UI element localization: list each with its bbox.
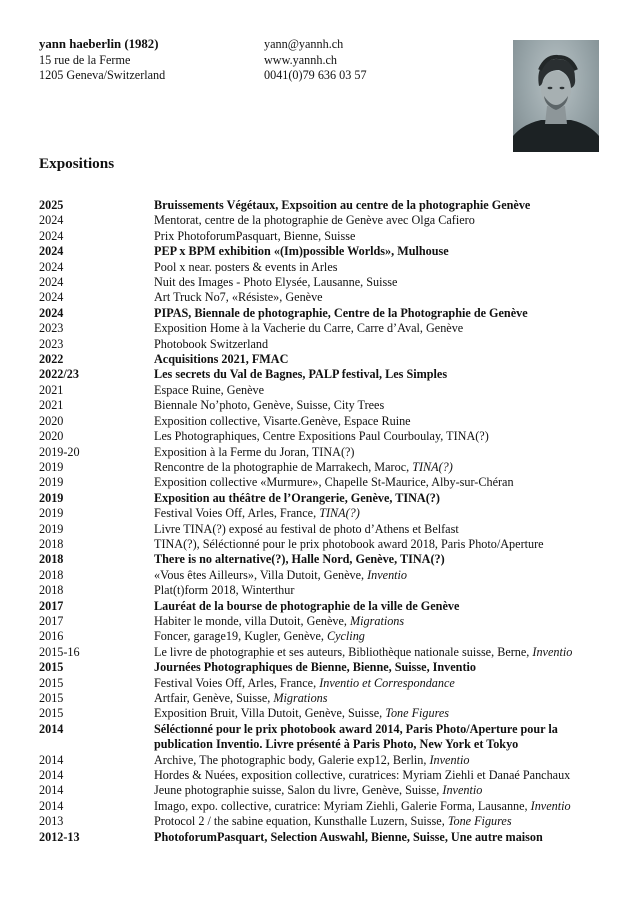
- exhibition-year: 2012-13: [39, 829, 80, 844]
- exhibition-description: [154, 506, 609, 521]
- exhibition-description: [154, 660, 609, 675]
- exhibition-year: 2019: [39, 521, 64, 536]
- exhibition-description: [154, 290, 609, 305]
- exhibition-row: [39, 491, 609, 506]
- exhibition-series-title: TINA(?): [319, 506, 360, 521]
- exhibition-row: [39, 383, 609, 398]
- exhibition-text: Festival Voies Off, Arles, France,: [154, 506, 320, 521]
- exhibition-description: [154, 321, 609, 336]
- exhibition-year: 2023: [39, 336, 64, 351]
- exhibition-text: Exposition au théâtre de l’Orangerie, Genève, TINA(?): [154, 490, 440, 505]
- exhibition-text: Exposition à la Ferme du Joran, TINA(?): [154, 444, 355, 459]
- exhibition-row: [39, 676, 609, 691]
- exhibition-year: 2021: [39, 382, 64, 397]
- exhibition-row: [39, 367, 609, 382]
- exhibition-row: [39, 814, 609, 829]
- exhibition-text: There is no alternative(?), Halle Nord, Genève, TINA(?): [154, 552, 445, 567]
- exhibition-description: [154, 753, 609, 768]
- exhibition-series-title: Inventio: [367, 567, 408, 582]
- exhibition-text: Biennale No’photo, Genève, Suisse, City Trees: [154, 398, 385, 413]
- section-title: Expositions: [39, 155, 115, 172]
- exhibition-text: Jeune photographie suisse, Salon du livre, Genève, Suisse,: [154, 783, 443, 798]
- phone: 0041(0)79 636 03 57: [264, 68, 367, 82]
- exhibition-description: [154, 706, 609, 721]
- exhibition-row: [39, 398, 609, 413]
- exhibition-description: [154, 244, 609, 259]
- exhibition-description: [154, 337, 609, 352]
- exhibition-series-title: Migrations: [349, 613, 405, 628]
- exhibition-description: [154, 814, 609, 829]
- exhibition-description: [154, 198, 609, 213]
- exhibition-description: [154, 445, 609, 460]
- exhibition-year: 2015: [39, 660, 64, 675]
- exhibition-row: [39, 306, 609, 321]
- website[interactable]: www.yannh.ch: [264, 52, 337, 67]
- exhibition-description: [154, 352, 609, 367]
- exhibition-row: [39, 429, 609, 444]
- exhibition-description: [154, 676, 609, 691]
- exhibition-year: 2018: [39, 567, 64, 582]
- exhibition-year: 2019: [39, 459, 64, 474]
- exhibition-row: [39, 460, 609, 475]
- exhibition-description: [154, 491, 609, 506]
- exhibition-description: [154, 614, 609, 629]
- exhibition-text: Mentorat, centre de la photographie de Genève avec Olga Cafiero: [154, 213, 475, 228]
- exhibition-year: 2024: [39, 275, 64, 290]
- exhibition-year: 2013: [39, 814, 64, 829]
- exhibition-series-title: Tone Figures: [447, 814, 512, 829]
- exhibition-description: [154, 275, 609, 290]
- exhibition-description: [154, 722, 609, 753]
- exhibition-text: Foncer, garage19, Kugler, Genève,: [154, 629, 327, 644]
- exhibition-row: [39, 260, 609, 275]
- exhibition-year: 2014: [39, 768, 64, 783]
- exhibition-year: 2018: [39, 583, 64, 598]
- exhibition-description: [154, 768, 609, 783]
- exhibitions-list: [39, 198, 609, 845]
- exhibition-text: Exposition Home à la Vacherie du Carre, Carre d’Aval, Genève: [154, 321, 464, 336]
- exhibition-text: Lauréat de la bourse de photographie de la ville de Genève: [154, 598, 460, 613]
- exhibition-row: [39, 706, 609, 721]
- exhibition-series-title: Tone Figures: [385, 706, 450, 721]
- exhibition-year: 2015: [39, 706, 64, 721]
- exhibition-text: Exposition Bruit, Villa Dutoit, Genève, Suisse,: [154, 706, 386, 721]
- exhibition-year: 2019: [39, 490, 64, 505]
- exhibition-row: [39, 445, 609, 460]
- exhibition-row: [39, 475, 609, 490]
- exhibition-text: Art Truck No7, «Résiste», Genève: [154, 290, 323, 305]
- exhibition-text: Protocol 2 / the sabine equation, Kunsthalle Luzern, Suisse,: [154, 814, 448, 829]
- exhibition-year: 2019-20: [39, 444, 80, 459]
- exhibition-row: [39, 691, 609, 706]
- exhibition-text: Exposition collective «Murmure», Chapelle St-Maurice, Alby-sur-Chéran: [154, 475, 514, 490]
- exhibition-text: TINA(?), Séléctionné pour le prix photobook award 2018, Paris Photo/Aperture: [154, 536, 544, 551]
- exhibition-text: PEP x BPM exhibition «(Im)possible Worlds», Mulhouse: [154, 244, 449, 259]
- exhibition-text: Artfair, Genève, Suisse,: [154, 691, 274, 705]
- exhibition-text: Nuit des Images - Photo Elysée, Lausanne, Suisse: [154, 275, 398, 290]
- exhibition-row: [39, 583, 609, 598]
- exhibition-row: [39, 229, 609, 244]
- exhibition-row: [39, 783, 609, 798]
- exhibition-year: 2022: [39, 352, 64, 367]
- exhibition-text: Photobook Switzerland: [154, 336, 269, 351]
- exhibition-text: Habiter le monde, villa Dutoit, Genève,: [154, 613, 350, 628]
- exhibition-series-title: Cycling: [326, 629, 365, 644]
- exhibition-year: 2014: [39, 798, 64, 813]
- address-line-1: 15 rue de la Ferme: [39, 52, 131, 67]
- contact-details: [264, 37, 367, 84]
- exhibition-series-title: Inventio: [532, 644, 573, 659]
- exhibition-row: [39, 629, 609, 644]
- birth-year: (1982): [124, 37, 159, 51]
- exhibition-text: Livre TINA(?) exposé au festival de photo d’Athens et Belfast: [154, 521, 459, 536]
- exhibition-row: [39, 321, 609, 336]
- exhibition-description: [154, 799, 609, 814]
- exhibition-series-title: Inventio: [442, 783, 483, 798]
- exhibition-year: 2024: [39, 228, 64, 243]
- exhibition-description: [154, 460, 609, 475]
- exhibition-year: 2017: [39, 613, 64, 628]
- exhibition-series-title: Inventio: [429, 752, 470, 767]
- exhibition-description: [154, 367, 609, 382]
- exhibition-text: Prix PhotoforumPasquart, Bienne, Suisse: [154, 228, 356, 243]
- exhibition-text: Les Photographiques, Centre Expositions Paul Courboulay, TINA(?): [154, 429, 489, 444]
- exhibition-description: [154, 229, 609, 244]
- exhibition-row: [39, 722, 609, 753]
- exhibition-year: 2024: [39, 290, 64, 305]
- exhibition-row: [39, 537, 609, 552]
- exhibition-row: [39, 599, 609, 614]
- artist-name-line: [39, 37, 165, 53]
- exhibition-description: [154, 429, 609, 444]
- exhibition-year: 2014: [39, 721, 64, 736]
- portrait-photo: [513, 40, 599, 152]
- exhibition-year: 2014: [39, 783, 64, 798]
- exhibition-row: [39, 198, 609, 213]
- exhibition-row: [39, 290, 609, 305]
- exhibition-text: Acquisitions 2021, FMAC: [154, 352, 289, 367]
- exhibition-description: [154, 783, 609, 798]
- exhibition-year: 2014: [39, 752, 64, 767]
- exhibition-row: [39, 275, 609, 290]
- exhibition-year: 2018: [39, 536, 64, 551]
- exhibition-text: Rencontre de la photographie de Marrakech, Maroc,: [154, 459, 413, 474]
- exhibition-description: [154, 830, 609, 845]
- exhibition-text: Exposition collective, Visarte.Genève, Espace Ruine: [154, 413, 411, 428]
- exhibition-row: [39, 568, 609, 583]
- exhibition-text: Imago, expo. collective, curatrice: Myriam Ziehli, Galerie Forma, Lausanne,: [154, 798, 531, 813]
- exhibition-text: Le livre de photographie et ses auteurs, Bibliothèque nationale suisse, Berne,: [154, 644, 533, 659]
- exhibition-description: [154, 475, 609, 490]
- exhibition-text: Les secrets du Val de Bagnes, PALP festival, Les Simples: [154, 367, 448, 382]
- exhibition-description: [154, 599, 609, 614]
- exhibition-description: [154, 583, 609, 598]
- exhibition-text: PhotoforumPasquart, Selection Auswahl, Bienne, Suisse, Une autre maison: [154, 829, 543, 844]
- exhibition-text: «Vous êtes Ailleurs», Villa Dutoit, Genève,: [154, 567, 368, 582]
- artist-name: yann haeberlin: [39, 37, 122, 51]
- exhibition-text: Festival Voies Off, Arles, France,: [154, 675, 320, 690]
- email[interactable]: yann@yannh.ch: [264, 37, 344, 51]
- exhibition-description: [154, 260, 609, 275]
- exhibition-year: 2019: [39, 506, 64, 521]
- exhibition-description: [154, 552, 609, 567]
- exhibition-text: Bruissements Végétaux, Expsoition au centre de la photographie Genève: [154, 198, 531, 212]
- exhibition-description: [154, 306, 609, 321]
- exhibition-row: [39, 506, 609, 521]
- exhibition-text: Archive, The photographic body, Galerie exp12, Berlin,: [154, 752, 430, 767]
- exhibition-text: Pool x near. posters & events in Arles: [154, 259, 338, 274]
- exhibition-text: Hordes & Nuées, exposition collective, curatrices: Myriam Ziehli et Danaé Panchaux: [154, 768, 571, 783]
- exhibition-series-title: TINA(?): [412, 459, 453, 474]
- exhibition-description: [154, 522, 609, 537]
- exhibition-row: [39, 337, 609, 352]
- exhibition-row: [39, 552, 609, 567]
- exhibition-description: [154, 383, 609, 398]
- exhibition-row: [39, 830, 609, 845]
- exhibition-description: [154, 629, 609, 644]
- exhibition-year: 2024: [39, 213, 64, 228]
- exhibition-description: [154, 537, 609, 552]
- exhibition-description: [154, 691, 609, 706]
- exhibition-year: 2024: [39, 244, 64, 259]
- exhibition-description: [154, 398, 609, 413]
- exhibition-text: Séléctionné pour le prix photobook award 2014, Paris Photo/Aperture pour la publication Inventio. Livre présenté à Paris Photo, New York et Tokyo: [154, 721, 558, 752]
- exhibition-year: 2016: [39, 629, 64, 644]
- exhibition-row: [39, 799, 609, 814]
- exhibition-row: [39, 244, 609, 259]
- exhibition-series-title: Inventio et Correspondance: [319, 675, 455, 690]
- exhibition-year: 2025: [39, 198, 64, 212]
- exhibition-year: 2015: [39, 691, 64, 705]
- portrait-illustration: [513, 40, 599, 152]
- exhibition-year: 2018: [39, 552, 64, 567]
- exhibition-row: [39, 768, 609, 783]
- exhibition-series-title: Inventio: [530, 798, 571, 813]
- exhibition-year: 2021: [39, 398, 64, 413]
- exhibition-row: [39, 414, 609, 429]
- exhibition-row: [39, 352, 609, 367]
- exhibition-row: [39, 213, 609, 228]
- exhibition-year: 2022/23: [39, 367, 79, 382]
- exhibition-row: [39, 645, 609, 660]
- exhibition-year: 2015: [39, 675, 64, 690]
- exhibition-text: PIPAS, Biennale de photographie, Centre de la Photographie de Genève: [154, 305, 528, 320]
- exhibition-year: 2017: [39, 598, 64, 613]
- exhibition-row: [39, 753, 609, 768]
- exhibition-description: [154, 568, 609, 583]
- exhibition-year: 2024: [39, 305, 64, 320]
- exhibition-text: Espace Ruine, Genève: [154, 382, 264, 397]
- exhibition-row: [39, 522, 609, 537]
- exhibition-year: 2020: [39, 413, 64, 428]
- exhibition-description: [154, 645, 609, 660]
- exhibition-row: [39, 614, 609, 629]
- exhibition-year: 2024: [39, 259, 64, 274]
- exhibition-year: 2015-16: [39, 644, 80, 659]
- exhibition-description: [154, 213, 609, 228]
- exhibition-series-title: Migrations: [273, 691, 328, 705]
- exhibition-text: Plat(t)form 2018, Winterthur: [154, 583, 295, 598]
- exhibition-row: [39, 660, 609, 675]
- exhibition-description: [154, 414, 609, 429]
- exhibition-year: 2020: [39, 429, 64, 444]
- address-line-2: 1205 Geneva/Switzerland: [39, 68, 166, 82]
- contact-block: [39, 37, 165, 84]
- exhibition-year: 2023: [39, 321, 64, 336]
- exhibition-year: 2019: [39, 475, 64, 490]
- exhibition-text: Journées Photographiques de Bienne, Bienne, Suisse, Inventio: [154, 660, 476, 675]
